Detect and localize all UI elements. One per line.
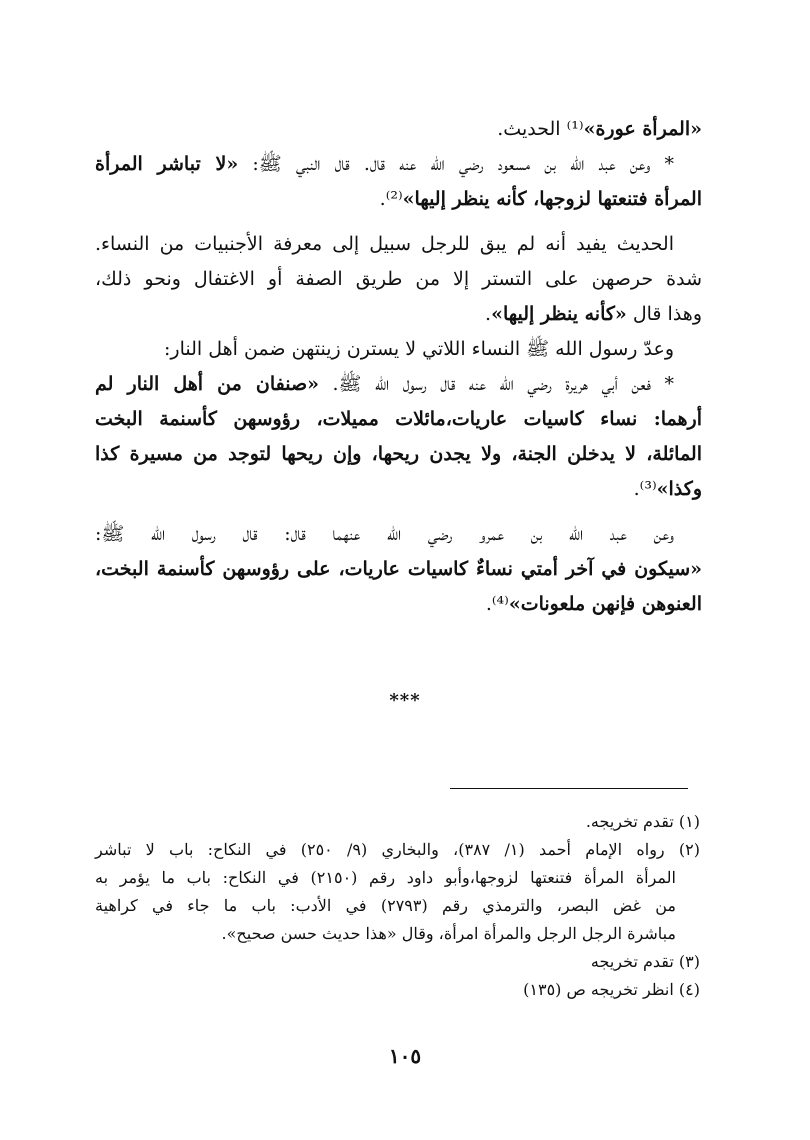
paragraph-5-line-2: أرهما: نساء كاسيات عاريات،مائلات مميلات، رؤوسهن كأسنمة البخت <box>95 408 702 430</box>
paragraph-4-line-1: وعدّ رسول الله ﷺ النساء اللاتي لا يسترن زينتهن ضمن أهل النار: <box>164 338 674 360</box>
footnotes <box>95 808 700 1004</box>
hadith-abu-hurayrah-start: «صنفان من أهل النار لم <box>95 373 319 395</box>
quote-woman-awrah: «المرأة عورة» <box>583 118 702 140</box>
footnote-2-line-4: مباشرة الرجل الرجل والمرأة امرأة، وقال «هذا حديث حسن صحيح». <box>221 924 676 943</box>
hadith-abu-hurayrah-end: وكذا» <box>656 478 702 500</box>
paragraph-1-line-1 <box>95 112 702 147</box>
paragraph-2-line-1 <box>95 147 702 182</box>
main-text <box>95 112 702 622</box>
paragraph-5-line-3: المائلة، لا يدخلن الجنة، ولا يجدن ريحها، وإن ريحها لتوجد من مسيرة كذا <box>95 443 702 465</box>
hadith-ibn-masud-end: المرأة فتنعتها لزوجها، كأنه ينظر إليها» <box>402 188 702 210</box>
paragraph-3-line-2: شدة حرصهن على التستر إلا من طريق الصفة أو الاغتفال ونحو ذلك، <box>95 268 702 290</box>
footnote-2-line-3: من غض البصر، والترمذي رقم (٢٧٩٣) في الأدب: باب ما جاء في كراهية <box>95 896 676 915</box>
footnote-ref-4: ⁽⁴⁾ <box>491 593 509 615</box>
paragraph-3-period: . <box>485 303 492 325</box>
paragraph-5-period: . <box>633 478 640 500</box>
hadith-ibn-masud-start: «لا تباشر المرأة <box>95 153 239 175</box>
footnote-4: (٤) انظر تخريجه ص (١٣٥) <box>523 980 700 999</box>
paragraph-3-lead: وهذا قال <box>626 303 702 325</box>
footnote-ref-3: ⁽³⁾ <box>639 478 657 500</box>
page-number: ١٠٥ <box>388 1044 422 1068</box>
paragraph-6-period: . <box>485 593 492 615</box>
paragraph-6-line-2: «سيكون في آخر أمتي نساءٌ كاسيات عاريات، على رؤوسهن كأسنمة البخت، <box>95 558 702 580</box>
quote-as-if-looking: «كأنه ينظر إليها» <box>491 303 627 325</box>
paragraph-5-line-4 <box>95 472 702 507</box>
paragraph-5-line-1 <box>95 367 702 402</box>
footnote-rule <box>450 788 688 789</box>
paragraph-5-intro: * فعن أبي هريرة رضي الله عنه قال رسول الله ﷺ. <box>318 373 674 395</box>
paragraph-3-line-3 <box>95 297 702 332</box>
hadith-ibn-amr-end: العنوهن فإنهن ملعونات» <box>508 593 702 615</box>
paragraph-2-line-2 <box>95 182 702 217</box>
paragraph-6-line-3 <box>95 587 702 622</box>
paragraph-2-intro: * وعن عبد الله بن مسعود رضي الله عنه قال. قال النبي ﷺ: <box>238 153 674 175</box>
section-separator: *** <box>389 690 421 711</box>
paragraph-6-line-1: وعن عبد الله بن عمرو رضي الله عنهما قال: قال رسول الله ﷺ: <box>95 523 674 545</box>
footnote-3: (٣) تقدم تخريجه <box>590 952 700 971</box>
footnote-2-line-1: (٢) رواه الإمام أحمد (١/ ٣٨٧)، والبخاري (٩/ ٢٥٠) في النكاح: باب لا تباشر <box>95 840 700 859</box>
footnote-ref-2: ⁽²⁾ <box>385 188 403 210</box>
paragraph-1-tail: الحديث. <box>497 118 567 140</box>
paragraph-2-period: . <box>379 188 386 210</box>
paragraph-3-line-1: الحديث يفيد أنه لم يبق للرجل سبيل إلى معرفة الأجنبيات من النساء. <box>95 233 674 255</box>
footnote-ref-1: ⁽¹⁾ <box>566 118 584 140</box>
footnote-1: (١) تقدم تخريجه. <box>585 812 700 831</box>
footnote-2-line-2: المرأة المرأة فتنعتها لزوجها،وأبو داود رقم (٢١٥٠) في النكاح: باب ما يؤمر به <box>95 868 676 887</box>
